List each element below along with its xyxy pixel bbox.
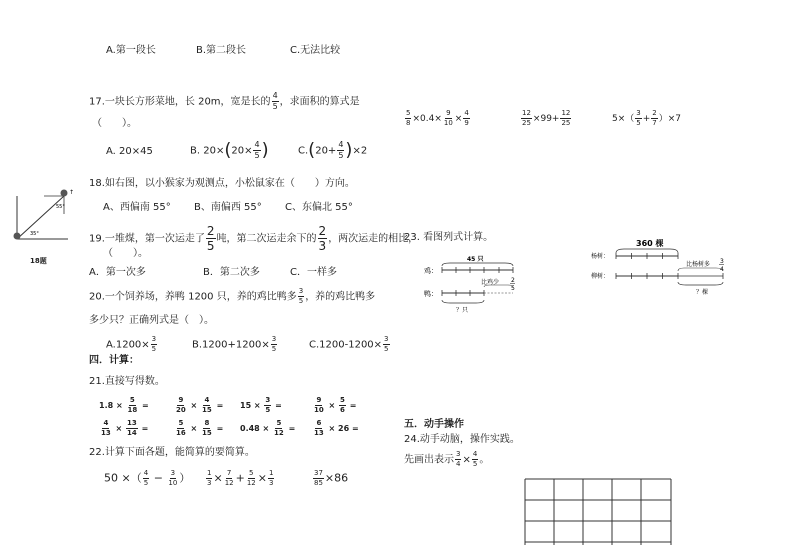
q20-question: 20.一个饲养场，养鸭 1200 只，养的鸡比鸭多 $\frac{3}{5}$ ，养的鸡比鸭多: [89, 287, 376, 305]
q21-title: 21.直接写得数。: [89, 376, 165, 387]
q21-calc-6: $\frac{5}{16}$ × $\frac{8}{15}$ =: [176, 419, 224, 437]
q17-text-b: ，求面积的算式是: [279, 96, 360, 108]
svg-text:比杨树多: 比杨树多: [686, 261, 711, 268]
q18-figure-label: 18题: [30, 257, 47, 265]
right-expr-1: $\frac{5}{8}$ ×0.4× $\frac{9}{10}$ × $\frac{4}{9}$: [406, 109, 469, 127]
q24-drawing-grid: [524, 478, 672, 545]
q22-expr-2: $\frac{1}{3}$ × $\frac{7}{12}$ + $\frac{5}{12}$ × $\frac{1}{3}$: [207, 469, 274, 487]
svg-text:4: 4: [720, 266, 724, 273]
q22-expr-1: 50 ×（ $\frac{4}{5}$ − $\frac{3}{10}$ ）: [104, 469, 191, 487]
q18-option-c: C、东偏北 55°: [285, 202, 353, 213]
q18-question: 18.如右图，以小猴家为观测点，小松鼠家在（ ）方向。: [89, 178, 355, 189]
q22-title: 22.计算下面各题，能简算的要简算。: [89, 447, 255, 458]
svg-text:45 只: 45 只: [467, 256, 484, 263]
q22-expr-3: $\frac{37}{85}$ ×86: [314, 469, 349, 487]
svg-text:55°: 55°: [56, 204, 65, 210]
q19-blank: （ ）。: [103, 248, 148, 259]
q21-calc-5: $\frac{4}{13}$ × $\frac{13}{14}$ =: [101, 419, 149, 437]
q20-option-c: C.1200-1200× $\frac{3}{5}$: [309, 335, 389, 353]
q17-option-c: C.(20+ $\frac{4}{5}$ )×2: [298, 139, 368, 161]
svg-text:↑: ↑: [68, 189, 74, 196]
right-expr-3: 5×（ $\frac{3}{5}$ + $\frac{2}{7}$ ）×7: [612, 109, 682, 127]
q17-blank: （ ）。: [92, 118, 137, 129]
svg-text:2: 2: [511, 277, 515, 284]
q21-calc-1: 1.8 × $\frac{5}{18}$ =: [99, 396, 149, 414]
q18-option-b: B、南偏西 55°: [194, 202, 262, 213]
q19-option-a: A．第一次多: [89, 267, 146, 278]
q16-option-a: A.第一段长: [106, 45, 156, 56]
svg-text:35°: 35°: [30, 231, 39, 237]
svg-text:比鸡少: 比鸡少: [481, 279, 500, 286]
svg-text:？只: ？只: [456, 307, 469, 314]
right-expr-2: $\frac{12}{25}$ ×99+ $\frac{12}{25}$: [522, 109, 571, 127]
q24-title: 24.动手动脑，操作实践。: [404, 434, 520, 445]
monkey-icon: [14, 233, 21, 240]
q20-option-a: A.1200× $\frac{3}{5}$: [106, 335, 157, 353]
svg-text:？棵: ？棵: [696, 289, 709, 296]
squirrel-icon: [61, 190, 68, 197]
q16-option-c: C.无法比较: [290, 45, 341, 56]
q23-right-diagram: [588, 236, 738, 298]
q20-option-b: B.1200+1200× $\frac{3}{5}$: [192, 335, 277, 353]
svg-text:柳树：: 柳树：: [591, 273, 610, 280]
svg-text:鸭：: 鸭：: [424, 290, 438, 298]
svg-text:3: 3: [720, 258, 724, 265]
q19-question: 19.一堆煤，第一次运走了 $\frac{2}{5}$ 吨，第二次运走余下的 $\frac{2}{3}$ ，两次运走的相比，: [89, 224, 419, 253]
q23-left-diagram: [420, 254, 526, 314]
section-4-heading: 四．计算：: [89, 355, 139, 366]
q21-calc-2: $\frac{9}{20}$ × $\frac{4}{15}$ =: [176, 396, 224, 414]
q17-option-b: B. 20×(20× $\frac{4}{5}$ ): [190, 139, 269, 161]
svg-text:5: 5: [511, 285, 515, 292]
section-5-heading: 五．动手操作: [404, 419, 464, 430]
svg-text:杨树：: 杨树：: [591, 253, 610, 260]
q19-option-c: C．一样多: [290, 267, 337, 278]
q23-title: 23. 看图列式计算。: [404, 232, 494, 243]
q17-option-a: A. 20×45: [106, 146, 153, 157]
q20-line2: 多少只？正确列式是（ ）。: [89, 315, 214, 326]
q17-fraction: $\frac{4}{5}$: [272, 91, 278, 111]
q21-calc-4: $\frac{9}{10}$ × $\frac{5}{6}$ =: [314, 396, 357, 414]
q16-option-b: B.第二段长: [196, 45, 247, 56]
q21-calc-7: 0.48 × $\frac{5}{12}$ =: [240, 419, 296, 437]
q21-calc-3: 15 × $\frac{3}{5}$ =: [240, 396, 282, 414]
q24-instruction: 先画出表示 $\frac{3}{4}$ × $\frac{4}{5}$ 。: [404, 450, 490, 468]
q19-fraction-1: $\frac{2}{5}$: [206, 224, 215, 253]
q19-option-b: B．第二次多: [203, 267, 260, 278]
q19-fraction-2: $\frac{2}{3}$: [318, 224, 327, 253]
svg-text:鸡：: 鸡：: [424, 267, 438, 275]
q18-direction-figure: [12, 184, 74, 246]
q17-text-a: 17.一块长方形菜地，长 20m，宽是长的: [89, 96, 271, 108]
q17-question: [89, 92, 360, 111]
q21-calc-8: $\frac{6}{13}$ × 26 =: [314, 419, 359, 437]
svg-text:360 棵: 360 棵: [636, 239, 664, 248]
q18-option-a: A、西偏南 55°: [103, 202, 171, 213]
